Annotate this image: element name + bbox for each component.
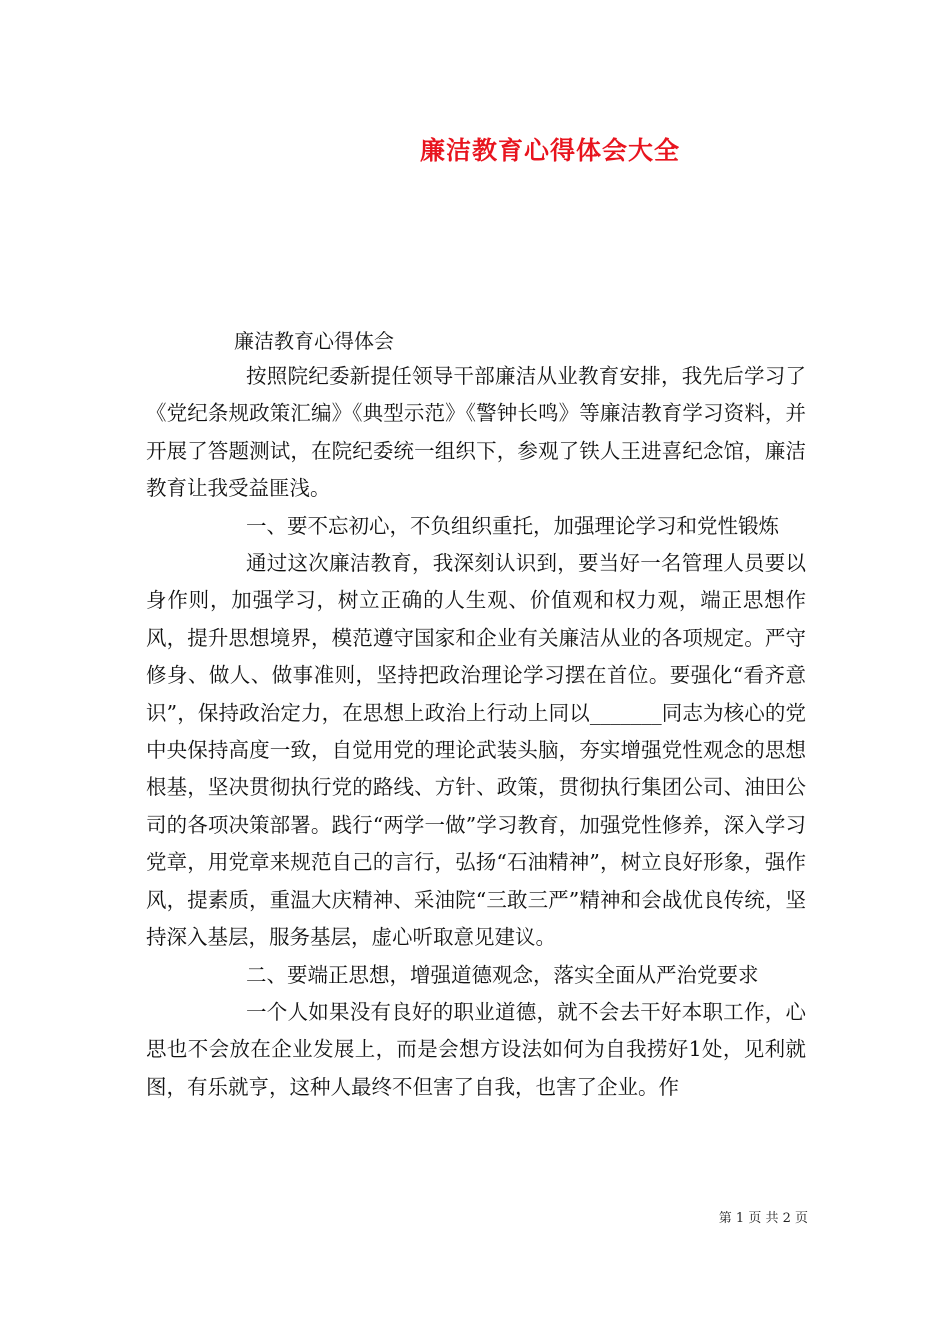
paragraph-intro: 按照院纪委新提任领导干部廉洁从业教育安排，我先后学习了《党纪条规政策汇编》《典型示范》《警钟长鸣》等廉洁教育学习资料，并开展了答题测试，在院纪委统一组织下，参观了铁人王进喜纪念馆，廉洁教育让我受益匪浅。 bbox=[146, 364, 806, 501]
section-heading-1: 一、要不忘初心，不负组织重托，加强理论学习和党性锻炼 bbox=[246, 513, 779, 538]
document-body bbox=[146, 358, 806, 1106]
paragraph-section-2: 一个人如果没有良好的职业道德，就不会去干好本职工作，心思也不会放在企业发展上，而是会想方设法如何为自我捞好1处，见利就图，有乐就亨，这种人最终不但害了自我，也害了企业。作 bbox=[146, 999, 806, 1099]
document-title: 廉洁教育心得体会大全 bbox=[419, 136, 680, 165]
paragraph-section-1: 通过这次廉洁教育，我深刻认识到，要当好一名管理人员要以身作则，加强学习，树立正确的人生观、价值观和权力观，端正思想作风，提升思想境界，模范遵守国家和企业有关廉洁从业的各项规定。严守修身、做人、做事准则，坚持把政治理论学习摆在首位。要强化“看齐意识”，保持政治定力，在思想上政治上行动上同以_______同志为核心的党中央保持高度一致，自觉用党的理论武装头脑，夯实增强党性观念的思想根基，坚决贯彻执行党的路线、方针、政策，贯彻执行集团公司、油田公司的各项决策部署。践行“两学一做”学习教育，加强党性修养，深入学习党章，用党章来规范自己的言行，弘扬“石油精神”，树立良好形象，强作风，提素质，重温大庆精神、采油院“三敢三严”精神和会战优良传统，坚持深入基层，服务基层，虚心听取意见建议。 bbox=[146, 551, 806, 950]
document-subtitle: 廉洁教育心得体会 bbox=[234, 329, 394, 353]
section-heading-2: 二、要端正思想，增强道德观念，落实全面从严治党要求 bbox=[246, 962, 759, 987]
page-number-footer: 第 1 页 共 2 页 bbox=[718, 1211, 808, 1226]
